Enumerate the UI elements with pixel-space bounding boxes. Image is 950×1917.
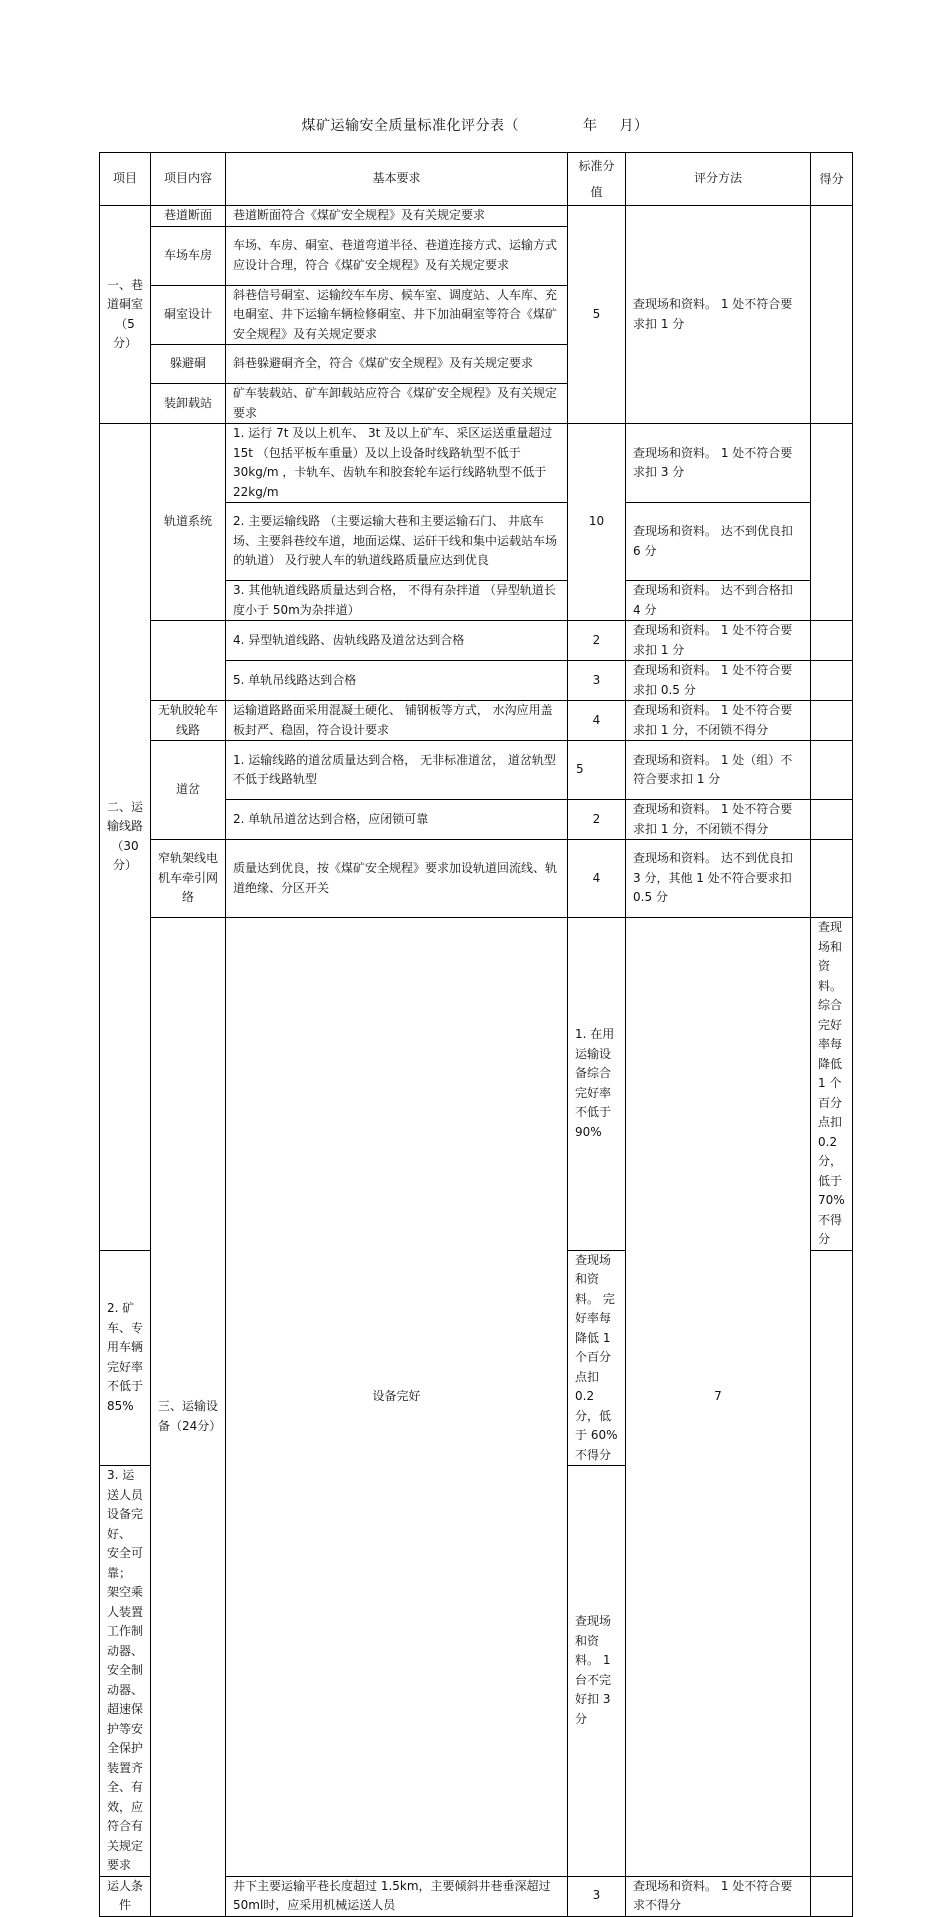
item-content: 轨道系统 [151, 424, 226, 621]
item-content: 装卸载站 [151, 384, 226, 424]
requirement-cell: 5. 单轨吊线路达到合格 [226, 661, 568, 701]
standard-score: 3 [568, 661, 626, 701]
requirement-cell: 1. 运输线路的道岔质量达到合格， 无非标准道岔， 道岔轨型不低于线路轨型 [226, 741, 568, 800]
section-label: 三、运输设备（24分） [151, 918, 226, 1917]
score-cell[interactable] [811, 840, 853, 918]
method-cell: 查现场和资料。 1 处（组）不符合要求扣 1 分 [626, 741, 811, 800]
item-content: 车场车房 [151, 226, 226, 285]
item-content: 运人条件 [100, 1876, 151, 1916]
requirement-cell: 2. 矿车、专用车辆完好率不低于 85% [100, 1250, 151, 1466]
header-content: 项目内容 [151, 153, 226, 206]
item-content: 设备完好 [226, 918, 568, 1877]
page-title: 煤矿运输安全质量标准化评分表（ 年 月） [301, 118, 649, 134]
standard-score: 2 [568, 621, 626, 661]
score-cell[interactable] [811, 741, 853, 800]
header-row [100, 153, 853, 206]
requirement-cell: 巷道断面符合《煤矿安全规程》及有关规定要求 [226, 206, 568, 227]
method-cell: 查现场和资料。 综合完好率每降低 1 个百分点扣 0.2 分，低于 70%不得分 [811, 918, 853, 1251]
score-cell[interactable] [811, 701, 853, 741]
method-cell: 查现场和资料。 1 处不符合要求扣 3 分 [626, 424, 811, 503]
requirement-cell: 3. 运送人员设备完好、 安全可靠； 架空乘人装置工作制动器、安全制动器、 超速保护等安全保护装置齐全、有效，应符合有关规定要求 [100, 1466, 151, 1877]
table-row [100, 918, 853, 1251]
score-cell[interactable] [811, 206, 853, 424]
header-method: 评分方法 [626, 153, 811, 206]
table-row [100, 741, 853, 800]
item-content: 道岔 [151, 741, 226, 840]
method-cell: 查现场和资料。 1 处不符合要求不得分 [626, 1876, 811, 1916]
item-content: 无轨胶轮车线路 [151, 701, 226, 741]
score-cell[interactable] [811, 800, 853, 840]
standard-score: 4 [568, 701, 626, 741]
score-table [99, 152, 853, 1917]
section-label: 一、巷道硐室（5分） [100, 206, 151, 424]
method-cell: 查现场和资料。 1 处不符合要求扣 0.5 分 [626, 661, 811, 701]
requirement-cell: 4. 异型轨道线路、齿轨线路及道岔达到合格 [226, 621, 568, 661]
standard-score: 7 [626, 918, 811, 1877]
requirement-cell: 3. 其他轨道线路质量达到合格， 不得有杂拌道 （异型轨道长度小于 50m为杂拌道） [226, 581, 568, 621]
standard-score: 5 [568, 206, 626, 424]
table-row [100, 840, 853, 918]
table-row [100, 701, 853, 741]
header-standard-score: 标准分值 [568, 153, 626, 206]
method-cell: 查现场和资料。 达不到合格扣 4 分 [626, 581, 811, 621]
method-cell: 查现场和资料。 1 处不符合要求扣 1 分 [626, 206, 811, 424]
score-cell[interactable] [811, 621, 853, 661]
header-score: 得分 [811, 153, 853, 206]
score-cell[interactable] [811, 661, 853, 701]
requirement-cell: 1. 在用运输设备综合完好率不低于 90% [568, 918, 626, 1251]
table-row [100, 621, 853, 661]
item-content: 巷道断面 [151, 206, 226, 227]
table-row [100, 206, 853, 227]
method-cell: 查现场和资料。 1 台不完好扣 3 分 [568, 1466, 626, 1877]
requirement-cell: 1. 运行 7t 及以上机车、 3t 及以上矿车、采区运送重量超过 15t （包括平板车重量）及以上设备时线路轨型不低于 30kg/m ，卡轨车、齿轨车和胶套轮车运行线路轨型不低于 22kg/m [226, 424, 568, 503]
item-content: 硐室设计 [151, 285, 226, 345]
standard-score: 3 [568, 1876, 626, 1916]
section-label: 二、运输线路（30分） [100, 424, 151, 1251]
header-item: 项目 [100, 153, 151, 206]
requirement-cell: 车场、车房、硐室、巷道弯道半径、巷道连接方式、运输方式应设计合理，符合《煤矿安全规程》及有关规定要求 [226, 226, 568, 285]
item-content: 窄轨架线电机车牵引网络 [151, 840, 226, 918]
score-cell[interactable] [811, 424, 853, 621]
item-content: 躲避硐 [151, 345, 226, 384]
method-cell: 查现场和资料。 1 处不符合要求扣 1 分 [626, 621, 811, 661]
header-requirement: 基本要求 [226, 153, 568, 206]
requirement-cell: 2. 主要运输线路 （主要运输大巷和主要运输石门、 井底车场、主要斜巷绞车道，地面运煤、运矸干线和集中运载站车场的轨道） 及行驶人车的轨道线路质量应达到优良 [226, 503, 568, 581]
standard-score: 4 [568, 840, 626, 918]
method-cell: 查现场和资料。 1 处不符合要求扣 1 分，不闭锁不得分 [626, 800, 811, 840]
requirement-cell: 2. 单轨吊道岔达到合格，应闭锁可靠 [226, 800, 568, 840]
table-row [100, 424, 853, 503]
method-cell: 查现场和资料。 达不到优良扣 3 分，其他 1 处不符合要求扣 0.5 分 [626, 840, 811, 918]
requirement-cell: 斜巷信号硐室、运输绞车车房、候车室、调度站、人车库、充电硐室、井下运输车辆检修硐室、井下加油硐室等符合《煤矿安全规程》及有关规定要求 [226, 285, 568, 345]
requirement-cell: 井下主要运输平巷长度超过 1.5km，主要倾斜井巷垂深超过 50ml时，应采用机械运送人员 [226, 1876, 568, 1916]
method-cell: 查现场和资料。 达不到优良扣 6 分 [626, 503, 811, 581]
standard-score: 2 [568, 800, 626, 840]
requirement-cell: 矿车装载站、矿车卸载站应符合《煤矿安全规程》及有关规定要求 [226, 384, 568, 424]
item-content [151, 621, 226, 701]
method-cell: 查现场和资料。 完好率每降低 1 个百分点扣 0.2 分，低于 60%不得分 [568, 1250, 626, 1466]
requirement-cell: 运输道路路面采用混凝土硬化、 铺钢板等方式， 水沟应用盖板封严、稳固，符合设计要求 [226, 701, 568, 741]
requirement-cell: 斜巷躲避硐齐全，符合《煤矿安全规程》及有关规定要求 [226, 345, 568, 384]
standard-score: 5 [568, 741, 626, 800]
method-cell: 查现场和资料。 1 处不符合要求扣 1 分，不闭锁不得分 [626, 701, 811, 741]
standard-score: 10 [568, 424, 626, 621]
score-cell[interactable] [811, 1876, 853, 1916]
requirement-cell: 质量达到优良，按《煤矿安全规程》要求加设轨道回流线、轨道绝缘、分区开关 [226, 840, 568, 918]
